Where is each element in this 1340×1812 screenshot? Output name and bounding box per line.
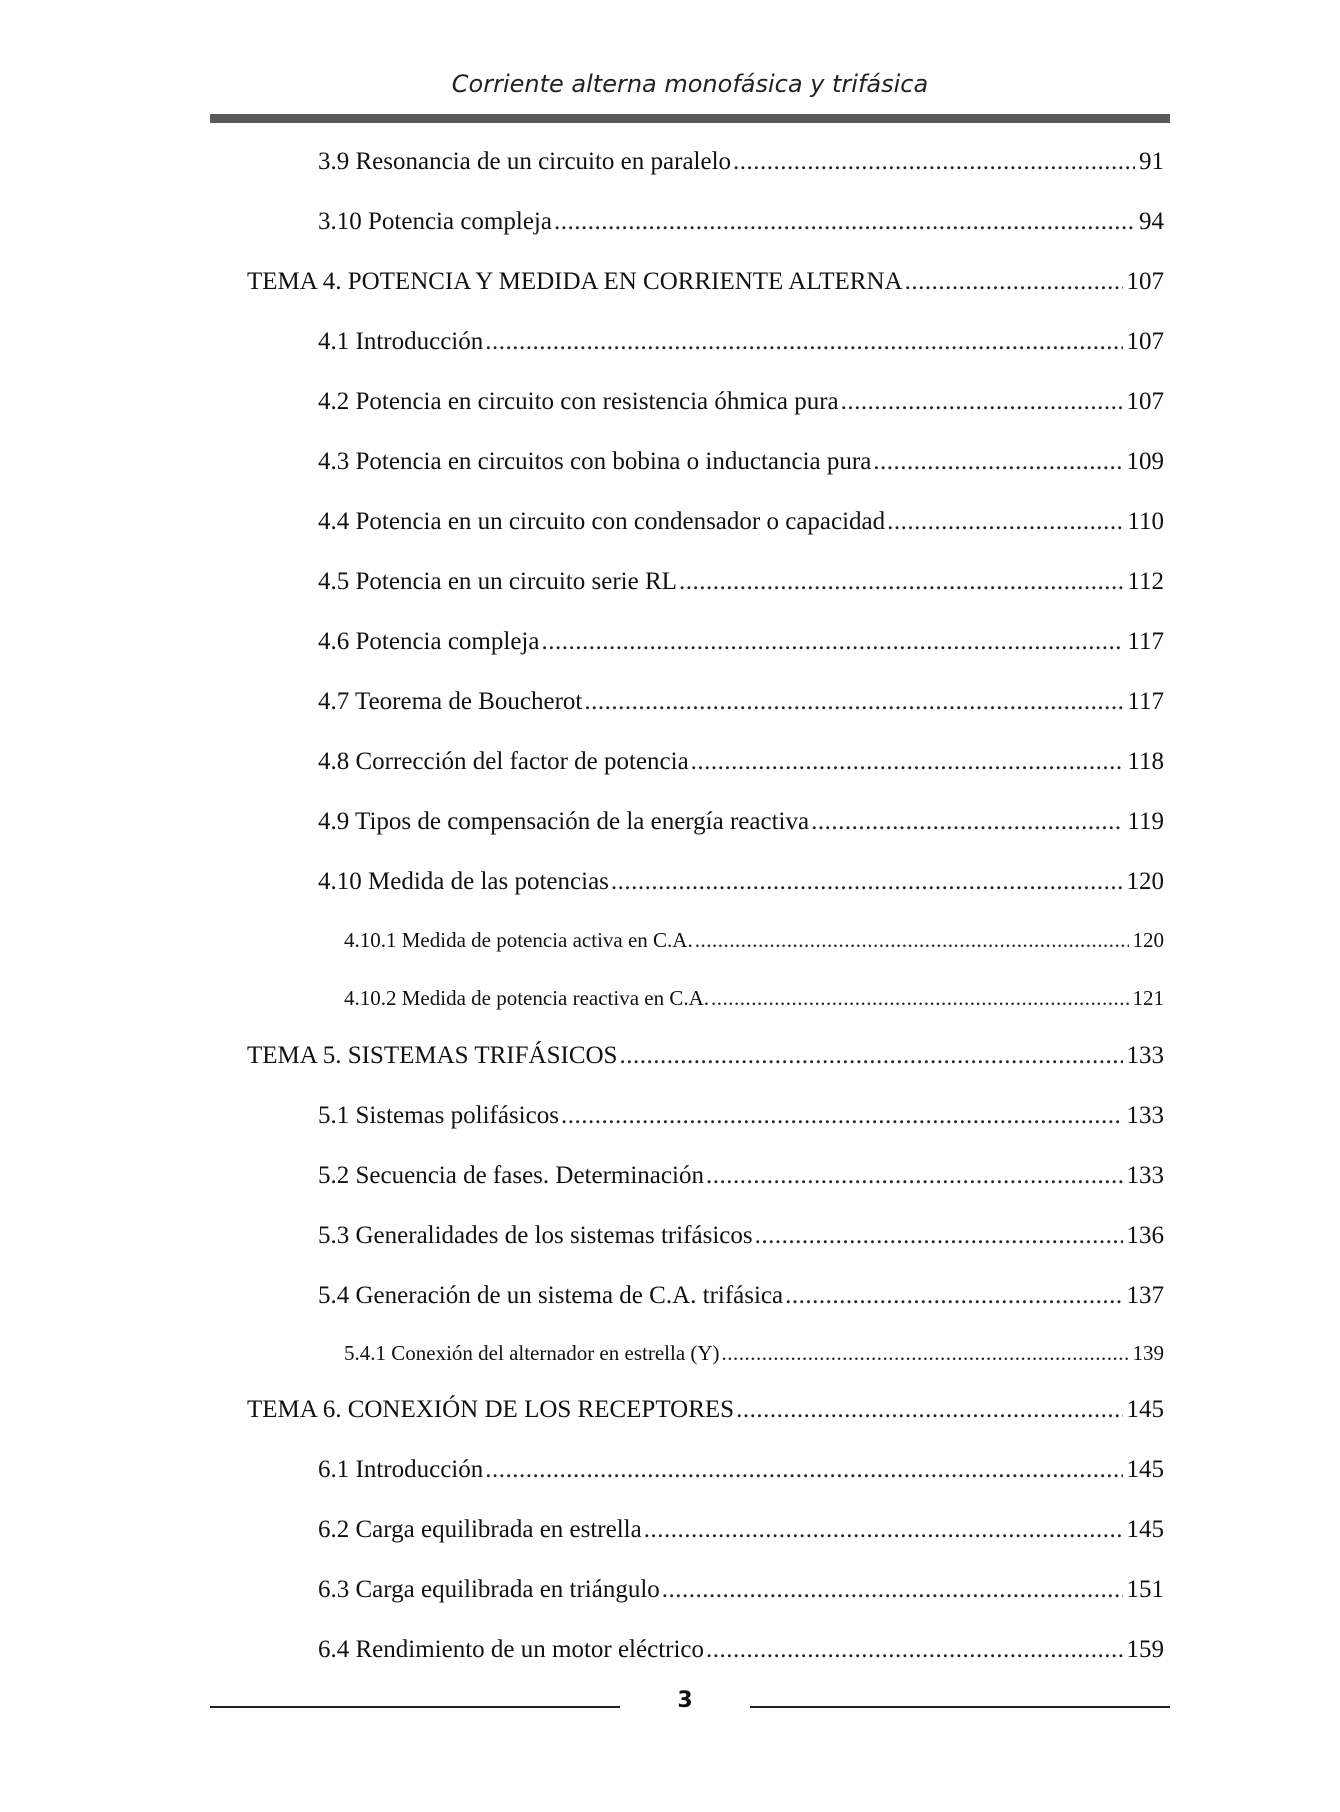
toc-entry-page: 120 [1126, 868, 1164, 895]
toc-entry-page: 107 [1126, 388, 1164, 415]
toc-entry-label: 6.3 Carga equilibrada en triángulo [318, 1576, 660, 1603]
toc-entry-label: 6.1 Introducción [318, 1456, 484, 1483]
toc-entry-label: 5.4 Generación de un sistema de C.A. trifásica [318, 1282, 784, 1309]
toc-entry-label: 4.5 Potencia en un circuito serie RL [318, 568, 677, 595]
toc-entry-label: 4.4 Potencia en un circuito con condensador o capacidad [318, 508, 886, 535]
toc-entry-label: TEMA 4. POTENCIA Y MEDIDA EN CORRIENTE ALTERNA [247, 268, 903, 295]
toc-entry-label: 6.4 Rendimiento de un motor eléctrico [318, 1636, 705, 1663]
toc-entry[interactable] [318, 388, 1164, 422]
toc-entry[interactable] [318, 1162, 1164, 1196]
toc-entry-label: 5.4.1 Conexión del alternador en estrella (Y) [344, 1341, 720, 1365]
toc-entry-label: 4.2 Potencia en circuito con resistencia óhmica pura [318, 388, 839, 415]
toc-entry-label: 5.1 Sistemas polifásicos [318, 1102, 559, 1129]
toc-entry-page: 145 [1126, 1516, 1164, 1543]
toc-entry-page: 159 [1126, 1636, 1164, 1663]
toc-entry-label: 5.3 Generalidades de los sistemas trifásicos [318, 1222, 753, 1249]
toc-entry[interactable] [318, 1222, 1164, 1256]
toc-entry-page: 117 [1127, 688, 1164, 715]
toc-dot-leader [541, 628, 1123, 656]
toc-entry-page: 133 [1126, 1102, 1164, 1129]
running-header-title: Corriente alterna monofásica y trifásica [451, 70, 929, 98]
toc-entry-page: 94 [1139, 208, 1164, 235]
toc-dot-leader [905, 268, 1123, 296]
toc-entry-label: 6.2 Carga equilibrada en estrella [318, 1516, 642, 1543]
toc-entry-page: 136 [1126, 1222, 1164, 1249]
toc-entry-page: 145 [1126, 1396, 1164, 1423]
toc-entry[interactable] [318, 868, 1164, 902]
toc-dot-leader [711, 986, 1128, 1011]
toc-dot-leader [887, 508, 1123, 536]
toc-entry-page: 121 [1132, 986, 1164, 1010]
toc-dot-leader [706, 1162, 1123, 1190]
toc-chapter-entry[interactable] [247, 1042, 1164, 1076]
toc-entry[interactable] [318, 1456, 1164, 1490]
toc-entry[interactable] [318, 568, 1164, 602]
toc-subentry[interactable] [344, 986, 1164, 1016]
toc-entry-label: 4.10.2 Medida de potencia reactiva en C.A. [344, 986, 710, 1010]
toc-entry-label: 5.2 Secuencia de fases. Determinación [318, 1162, 704, 1189]
toc-entry-page: 151 [1126, 1576, 1164, 1603]
toc-dot-leader [785, 1282, 1122, 1310]
toc-dot-leader [736, 1396, 1122, 1424]
toc-entry[interactable] [318, 748, 1164, 782]
toc-entry-page: 109 [1126, 448, 1164, 475]
toc-entry-label: 4.7 Teorema de Boucherot [318, 688, 583, 715]
toc-entry-label: 4.9 Tipos de compensación de la energía reactiva [318, 808, 810, 835]
toc-entry-page: 107 [1126, 328, 1164, 355]
toc-entry[interactable] [318, 1102, 1164, 1136]
toc-entry-label: 3.9 Resonancia de un circuito en paralelo [318, 148, 732, 175]
toc-entry-page: 137 [1126, 1282, 1164, 1309]
toc-dot-leader [706, 1636, 1122, 1664]
toc-entry-page: 91 [1139, 148, 1164, 175]
page-number: 3 [677, 1688, 693, 1713]
toc-dot-leader [873, 448, 1122, 476]
toc-dot-leader [611, 868, 1123, 896]
toc-dot-leader [733, 148, 1135, 176]
toc-dot-leader [695, 928, 1129, 953]
toc-entry[interactable] [318, 208, 1164, 242]
toc-entry-page: 107 [1126, 268, 1164, 295]
toc-entry-label: TEMA 5. SISTEMAS TRIFÁSICOS [247, 1042, 618, 1069]
toc-dot-leader [722, 1341, 1129, 1366]
toc-dot-leader [811, 808, 1123, 836]
toc-dot-leader [485, 1456, 1122, 1484]
toc-entry-label: 4.10 Medida de las potencias [318, 868, 609, 895]
toc-entry-label: 4.1 Introducción [318, 328, 484, 355]
toc-entry[interactable] [318, 688, 1164, 722]
toc-dot-leader [561, 1102, 1123, 1130]
toc-dot-leader [584, 688, 1123, 716]
toc-dot-leader [841, 388, 1123, 416]
footer-divider-right [750, 1706, 1170, 1708]
toc-entry-page: 110 [1127, 508, 1164, 535]
toc-entry[interactable] [318, 328, 1164, 362]
toc-entry-label: 4.3 Potencia en circuitos con bobina o inductancia pura [318, 448, 872, 475]
toc-entry-label: 3.10 Potencia compleja [318, 208, 552, 235]
toc-entry-page: 112 [1127, 568, 1164, 595]
header-divider [210, 114, 1170, 123]
toc-entry-page: 117 [1127, 628, 1164, 655]
toc-dot-leader [755, 1222, 1123, 1250]
toc-dot-leader [679, 568, 1123, 596]
toc-entry[interactable] [318, 1636, 1164, 1670]
toc-chapter-entry[interactable] [247, 268, 1164, 302]
toc-entry[interactable] [318, 148, 1164, 182]
toc-entry[interactable] [318, 448, 1164, 482]
toc-entry[interactable] [318, 1282, 1164, 1316]
toc-entry[interactable] [318, 628, 1164, 662]
toc-entry[interactable] [318, 808, 1164, 842]
toc-subentry[interactable] [344, 1341, 1164, 1371]
toc-dot-leader [691, 748, 1124, 776]
toc-entry[interactable] [318, 508, 1164, 542]
toc-entry-label: 4.6 Potencia compleja [318, 628, 540, 655]
toc-dot-leader [619, 1042, 1122, 1070]
toc-entry-label: TEMA 6. CONEXIÓN DE LOS RECEPTORES [247, 1396, 735, 1423]
toc-dot-leader [662, 1576, 1123, 1604]
toc-entry-label: 4.10.1 Medida de potencia activa en C.A. [344, 928, 693, 952]
toc-dot-leader [485, 328, 1122, 356]
toc-entry[interactable] [318, 1576, 1164, 1610]
toc-entry-page: 139 [1132, 1341, 1164, 1365]
toc-chapter-entry[interactable] [247, 1396, 1164, 1430]
toc-entry-page: 145 [1126, 1456, 1164, 1483]
toc-entry-page: 133 [1126, 1042, 1164, 1069]
toc-entry-page: 119 [1127, 808, 1164, 835]
footer-divider-left [210, 1706, 620, 1708]
toc-entry-page: 118 [1127, 748, 1164, 775]
toc-entry-page: 133 [1126, 1162, 1164, 1189]
toc-dot-leader [644, 1516, 1123, 1544]
toc-entry[interactable] [318, 1516, 1164, 1550]
toc-entry-label: 4.8 Corrección del factor de potencia [318, 748, 689, 775]
toc-subentry[interactable] [344, 928, 1164, 958]
toc-dot-leader [554, 208, 1135, 236]
toc-entry-page: 120 [1132, 928, 1164, 952]
